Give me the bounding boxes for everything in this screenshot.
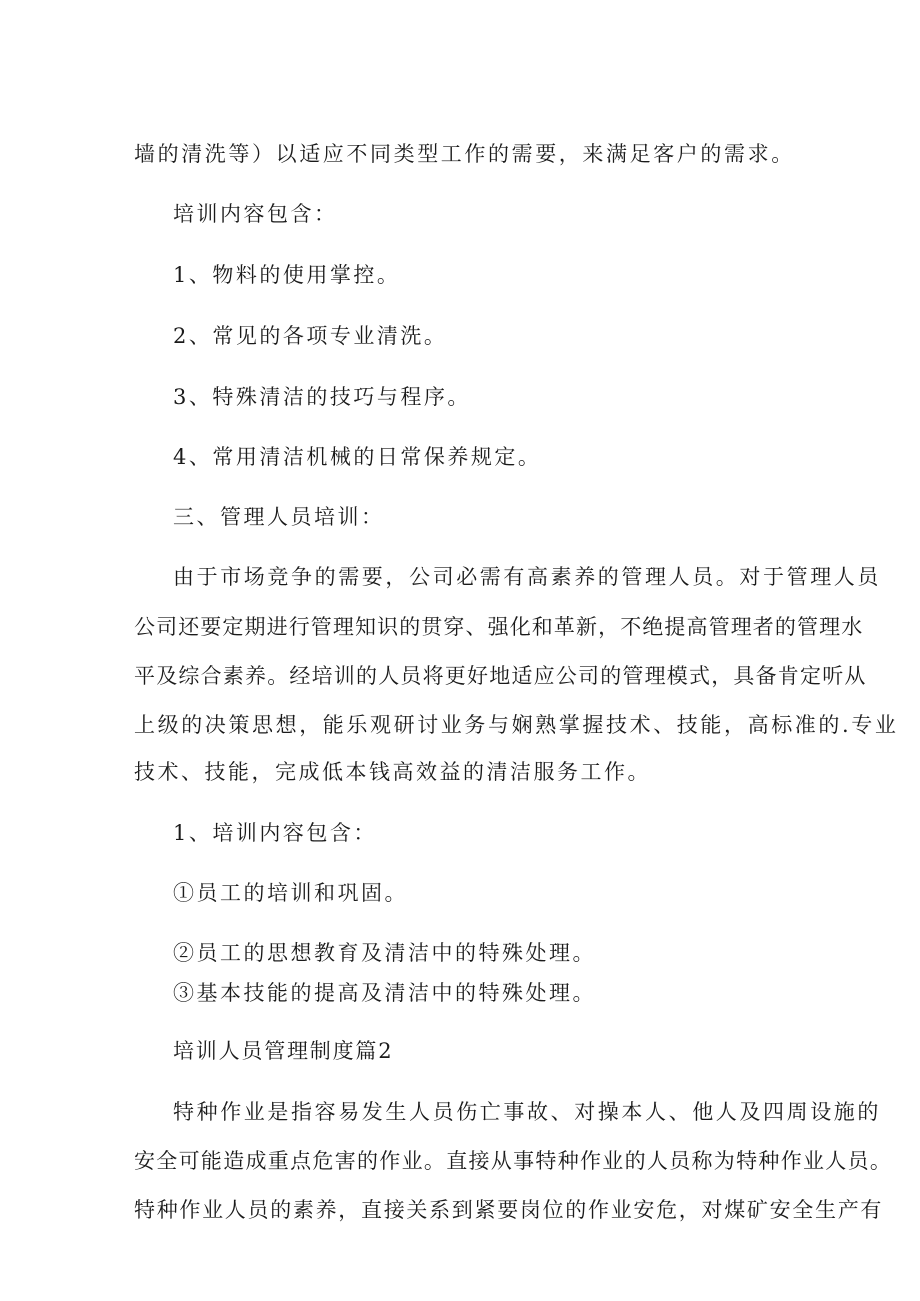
paragraph-line: 公司还要定期进行管理知识的贯穿、强化和革新，不绝提高管理者的管理水: [134, 615, 864, 639]
list-item: 3、特殊清洁的技巧与程序。: [173, 385, 471, 409]
paragraph-line: 特种作业是指容易发生人员伤亡事故、对操本人、他人及四周设施的: [173, 1100, 881, 1124]
list-item: 4、常用清洁机械的日常保养规定。: [173, 445, 542, 469]
paragraph-line: 平及综合素养。经培训的人员将更好地适应公司的管理模式，具备肯定听从: [134, 664, 867, 688]
list-item: ①员工的培训和巩固。: [173, 881, 408, 905]
section-title: 培训人员管理制度篇2: [173, 1039, 394, 1063]
section-label: 培训内容包含：: [173, 202, 338, 226]
paragraph-line: 技术、技能，完成低本钱高效益的清洁服务工作。: [134, 760, 651, 784]
paragraph-line: 特种作业人员的素养，直接关系到紧要岗位的作业安危，对煤矿安全生产有: [134, 1198, 884, 1222]
paragraph-line: 上级的决策思想，能乐观研讨业务与娴熟掌握技术、技能，高标准的.专业: [134, 713, 899, 737]
section-heading: 三、管理人员培训：: [173, 505, 385, 529]
paragraph-line: 由于市场竞争的需要，公司必需有高素养的管理人员。对于管理人员: [173, 565, 881, 589]
list-item: ③基本技能的提高及清洁中的特殊处理。: [173, 981, 596, 1005]
list-item: 1、物料的使用掌控。: [173, 263, 401, 287]
list-item: ②员工的思想教育及清洁中的特殊处理。: [173, 941, 596, 965]
paragraph-line: 安全可能造成重点危害的作业。直接从事特种作业的人员称为特种作业人员。: [134, 1149, 893, 1173]
section-label: 1、培训内容包含：: [173, 821, 377, 845]
paragraph-line: 墙的清洗等）以适应不同类型工作的需要，来满足客户的需求。: [134, 142, 795, 166]
list-item: 2、常见的各项专业清洗。: [173, 324, 448, 348]
